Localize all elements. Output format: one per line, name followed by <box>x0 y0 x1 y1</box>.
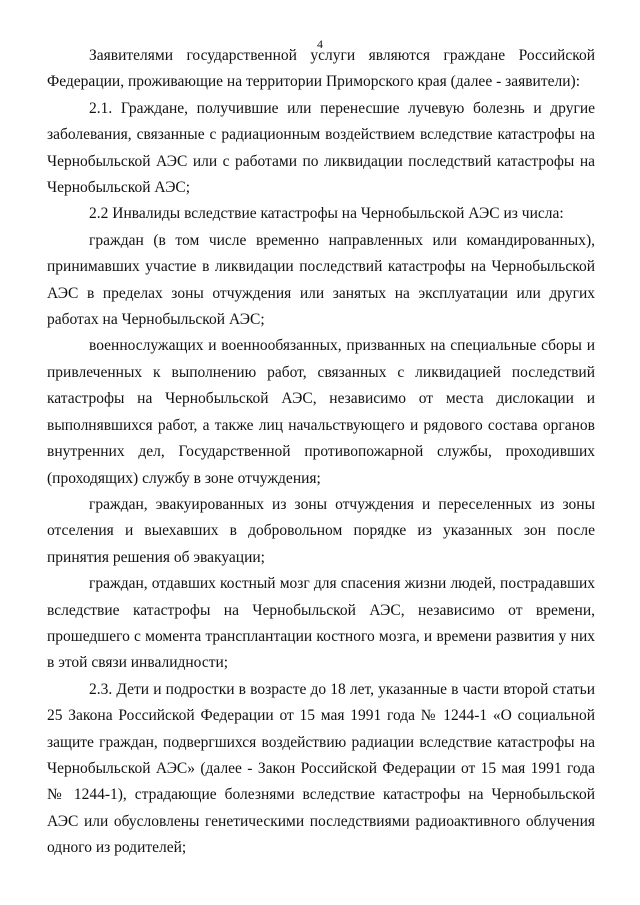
paragraph-2-1: 2.1. Граждане, получившие или перенесшие лучевую болезнь и другие заболевания, связанные с радиационным воздействием вследствие катастрофы на Чернобыльской АЭС или с работами по ликвидации последствий катастрофы на Чернобыльской АЭС; <box>47 99 595 197</box>
paragraph-2-3: 2.3. Дети и подростки в возрасте до 18 лет, указанные в части второй статьи 25 Закона Российской Федерации от 15 мая 1991 года № 1244-1 «О социальной защите граждан, подвергшихся воздействию радиации вследствие катастрофы на Чернобыльской АЭС» (далее - Закон Российской Федерации от 15 мая 1991 года № 1244-1), страдающие болезнями вследствие катастрофы на Чернобыльской АЭС или обусловлены генетическими последствиями радиоактивного облучения одного из родителей; <box>47 680 595 857</box>
paragraph-2-2-military: военнослужащих и военнообязанных, призванных на специальные сборы и привлеченных к выполнению работ, связанных с ликвидацией последствий катастрофы на Чернобыльской АЭС, независимо от места дислокации и выполнявшихся работ, а также лиц начальствующего и рядового состава органов внутренних дел, Государственной противопожарной службы, проходивших (проходящих) службу в зоне отчуждения; <box>47 337 595 487</box>
paragraph-2-2-evacuated: граждан, эвакуированных из зоны отчуждения и переселенных из зоны отселения и выехавших в добровольном порядке из указанных зон после принятия решения об эвакуации; <box>47 495 595 566</box>
paragraph-2-2-participants: граждан (в том числе временно направленных или командированных), принимавших участие в ликвидации последствий катастрофы на Чернобыльской АЭС в пределах зоны отчуждения или занятых на эксплуатации или других работах на Чернобыльской АЭС; <box>47 231 595 329</box>
document-body <box>47 43 595 862</box>
page-number: 4 <box>317 37 323 51</box>
paragraph-applicants-intro: Заявителями государственной услуги являются граждане Российской Федерации, проживающие на территории Приморского края (далее - заявители): <box>47 47 595 91</box>
paragraph-2-2: 2.2 Инвалиды вследствие катастрофы на Чернобыльской АЭС из числа: <box>89 205 564 223</box>
paragraph-2-2-bone-marrow-donors: граждан, отдавших костный мозг для спасения жизни людей, пострадавших вследствие катастрофы на Чернобыльской АЭС, независимо от времени, прошедшего с момента трансплантации костного мозга, и времени развития у них в этой связи инвалидности; <box>47 575 595 672</box>
